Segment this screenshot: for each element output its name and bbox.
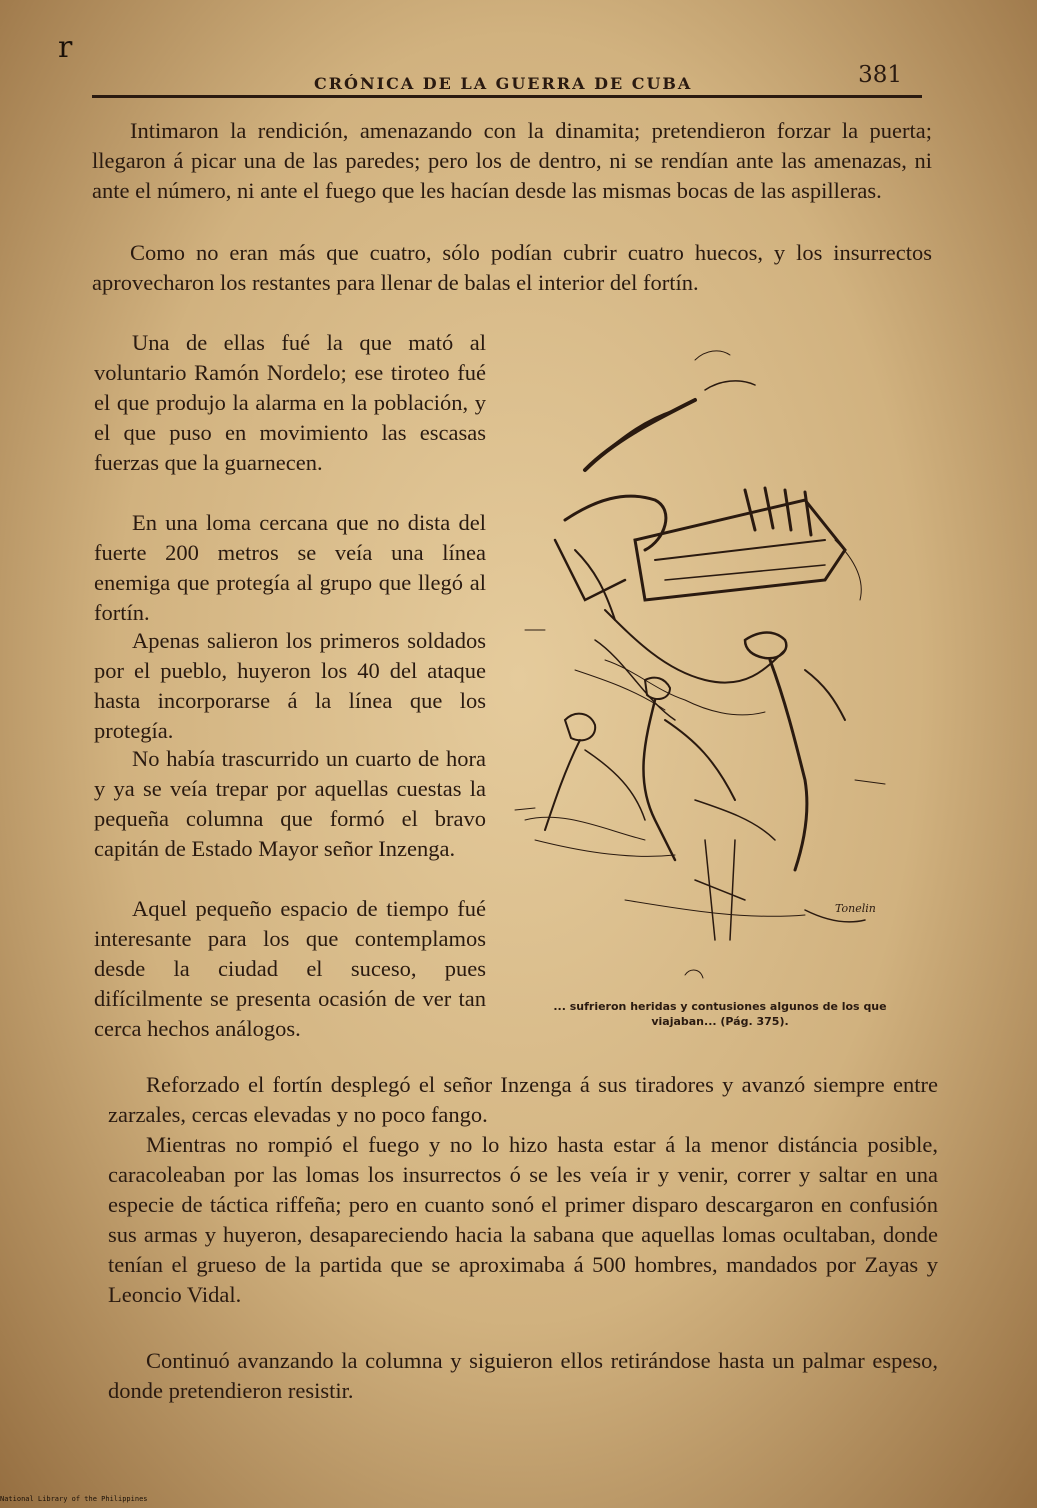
paragraph-4: Mientras no rompió el fuego y no lo hizo hasta estar á la menor distáncia posible, caracoleaban por las lomas los insurrectos ó se les veía ir y venir, correr y saltar en una especie de táctica riffeña; pero en cuanto sonó el primer disparo descargaron en confusión sus armas y huyeron, desapareciendo hacia la sabana que aquellas lomas ocultaban, donde tenían el grueso de la partida que se aproximaba á 500 hombres, mandados por Zayas y Leoncio Vidal. — [108, 1132, 938, 1307]
column-paragraph-4: No había trascurrido un cuarto de hora y ya se veía trepar por aquellas cuestas la pequeña columna que formó el bravo capitán de Estado Mayor señor Inzenga. — [94, 746, 486, 861]
illustration-caption: ... sufrieron heridas y contusiones algunos de los que viajaban... (Pág. 375). — [553, 1000, 887, 1028]
column-paragraph-3: Apenas salieron los primeros soldados por el pueblo, huyeron los 40 del ataque hasta incorporarse á la línea que los protegía. — [94, 628, 486, 743]
illustration-sketch — [505, 340, 905, 990]
paragraph-5: Continuó avanzando la columna y siguieron ellos retirándose hasta un palmar espeso, donde pretendieron resistir. — [108, 1348, 938, 1403]
column-paragraph-2: En una loma cercana que no dista del fuerte 200 metros se veía una línea enemiga que protegía al grupo que llegó al fortín. — [94, 510, 486, 625]
column-paragraph-5: Aquel pequeño espacio de tiempo fué interesante para los que contemplamos desde la ciudad el suceso, pues difícilmente se presenta ocasión de ver tan cerca hechos análogos. — [94, 896, 486, 1041]
artist-signature: Tonelin — [835, 902, 876, 915]
footer-credit: National Library of the Philippines — [0, 1495, 148, 1503]
corner-mark: r — [58, 30, 73, 65]
paragraph-1: Intimaron la rendición, amenazando con la dinamita; pretendieron forzar la puerta; llegaron á picar una de las paredes; pero los de dentro, ni se rendían ante las amenazas, ni ante el número, ni ante el fuego que les hacían desde las mismas bocas de las aspilleras. — [92, 118, 932, 203]
paragraph-2: Como no eran más que cuatro, sólo podían cubrir cuatro huecos, y los insurrectos aprovecharon los restantes para llenar de balas el interior del fortín. — [92, 240, 932, 295]
page-header — [92, 60, 922, 100]
column-paragraph-1: Una de ellas fué la que mató al voluntario Ramón Nordelo; ese tiroteo fué el que produjo la alarma en la población, y el que puso en movimiento las escasas fuerzas que la guarnecen. — [94, 330, 486, 475]
running-title: CRÓNICA DE LA GUERRA DE CUBA — [314, 74, 693, 93]
illustration — [505, 340, 905, 990]
page-number: 381 — [858, 62, 902, 88]
header-rule — [92, 95, 922, 98]
paragraph-3: Reforzado el fortín desplegó el señor Inzenga á sus tiradores y avanzó siempre entre zarzales, cercas elevadas y no poco fango. — [108, 1072, 938, 1127]
